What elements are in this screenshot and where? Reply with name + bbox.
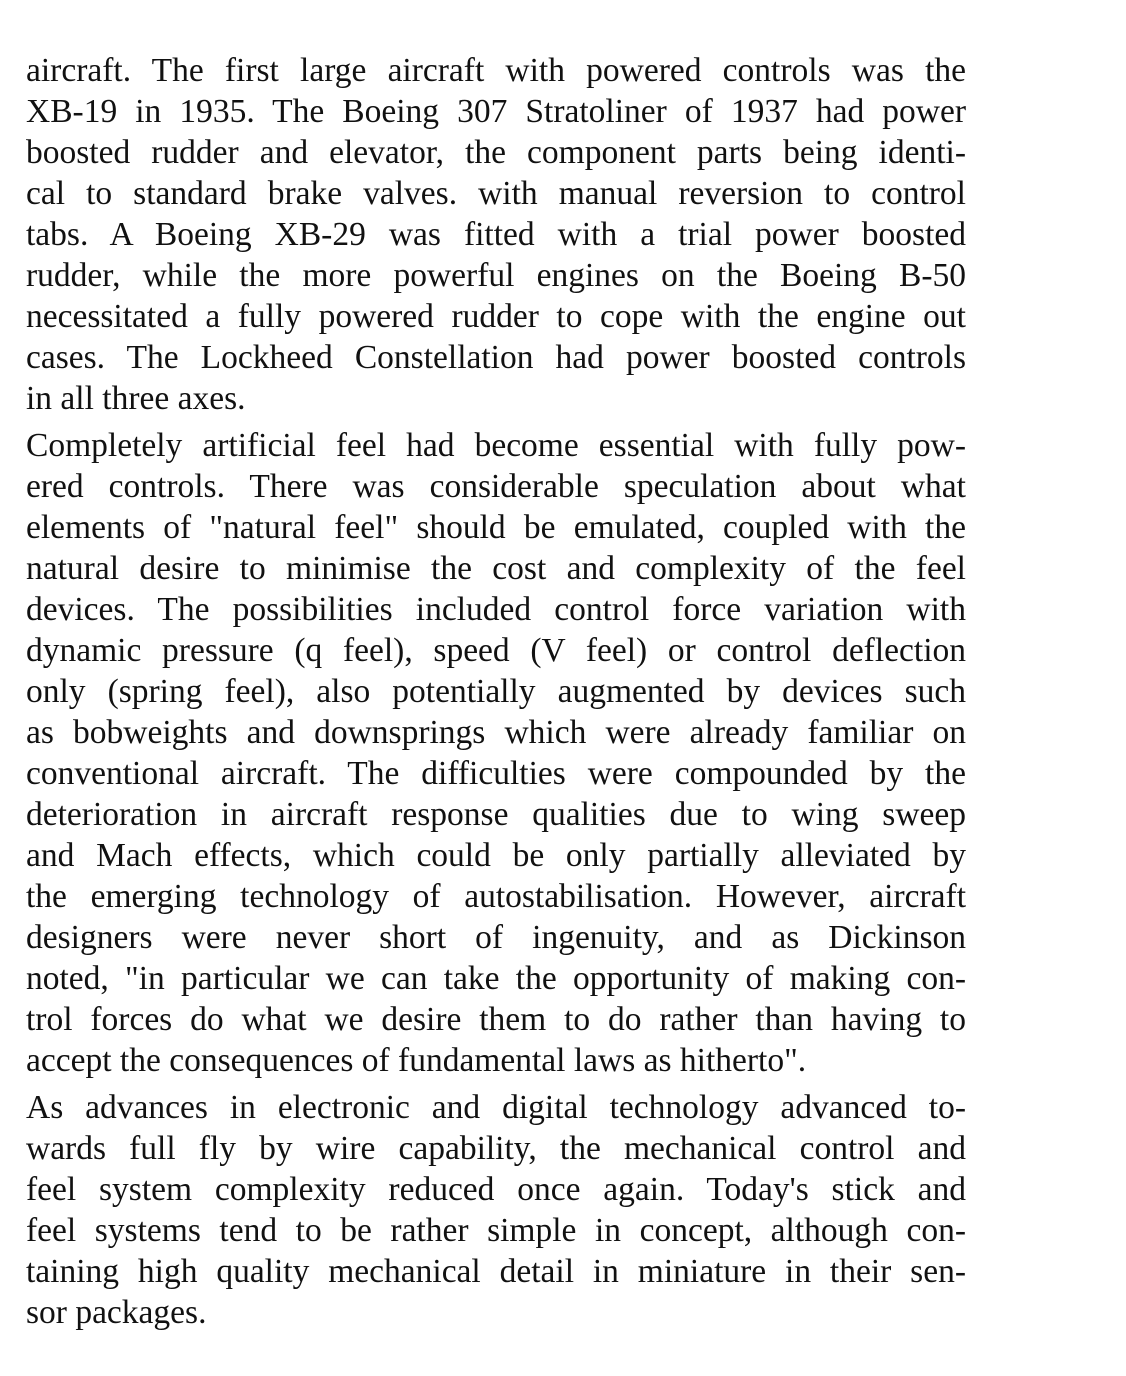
text-line: feel systems tend to be rather simple in concept, although con- bbox=[26, 1212, 966, 1249]
paragraph-artificial-feel bbox=[26, 425, 966, 1081]
text-line: accept the consequences of fundamental laws as hitherto". bbox=[26, 1042, 807, 1079]
text-line: taining high quality mechanical detail in miniature in their sen- bbox=[26, 1253, 966, 1290]
text-line: dynamic pressure (q feel), speed (V feel) or control deflection bbox=[26, 632, 966, 669]
text-line: noted, "in particular we can take the opportunity of making con- bbox=[26, 960, 966, 997]
text-line: in all three axes. bbox=[26, 380, 246, 417]
text-line: XB-19 in 1935. The Boeing 307 Stratoliner of 1937 had power bbox=[26, 93, 966, 130]
page-body bbox=[26, 50, 966, 1339]
text-line: tabs. A Boeing XB-29 was fitted with a trial power boosted bbox=[26, 216, 966, 253]
text-line: feel system complexity reduced once again. Today's stick and bbox=[26, 1171, 966, 1208]
text-line: designers were never short of ingenuity, and as Dickinson bbox=[26, 919, 966, 956]
text-line: As advances in electronic and digital technology advanced to- bbox=[26, 1089, 966, 1126]
text-line: aircraft. The first large aircraft with powered controls was the bbox=[26, 52, 966, 89]
paragraph-fly-by-wire bbox=[26, 1087, 966, 1333]
text-line: and Mach effects, which could be only partially alleviated by bbox=[26, 837, 966, 874]
text-line: trol forces do what we desire them to do rather than having to bbox=[26, 1001, 966, 1038]
text-line: elements of "natural feel" should be emulated, coupled with the bbox=[26, 509, 966, 546]
text-line: the emerging technology of autostabilisation. However, aircraft bbox=[26, 878, 966, 915]
text-line: natural desire to minimise the cost and complexity of the feel bbox=[26, 550, 966, 587]
text-line: Completely artificial feel had become essential with fully pow- bbox=[26, 427, 966, 464]
paragraph-powered-controls-history bbox=[26, 50, 966, 419]
text-line: only (spring feel), also potentially augmented by devices such bbox=[26, 673, 966, 710]
text-line: ered controls. There was considerable speculation about what bbox=[26, 468, 966, 505]
text-line: conventional aircraft. The difficulties were compounded by the bbox=[26, 755, 966, 792]
text-line: deterioration in aircraft response qualities due to wing sweep bbox=[26, 796, 966, 833]
text-line: rudder, while the more powerful engines on the Boeing B-50 bbox=[26, 257, 966, 294]
text-line: wards full fly by wire capability, the mechanical control and bbox=[26, 1130, 966, 1167]
text-line: cases. The Lockheed Constellation had power boosted controls bbox=[26, 339, 966, 376]
text-line: necessitated a fully powered rudder to cope with the engine out bbox=[26, 298, 966, 335]
text-line: sor packages. bbox=[26, 1294, 207, 1331]
text-line: devices. The possibilities included control force variation with bbox=[26, 591, 966, 628]
text-line: cal to standard brake valves. with manual reversion to control bbox=[26, 175, 966, 212]
text-line: boosted rudder and elevator, the component parts being identi- bbox=[26, 134, 966, 171]
text-line: as bobweights and downsprings which were already familiar on bbox=[26, 714, 966, 751]
